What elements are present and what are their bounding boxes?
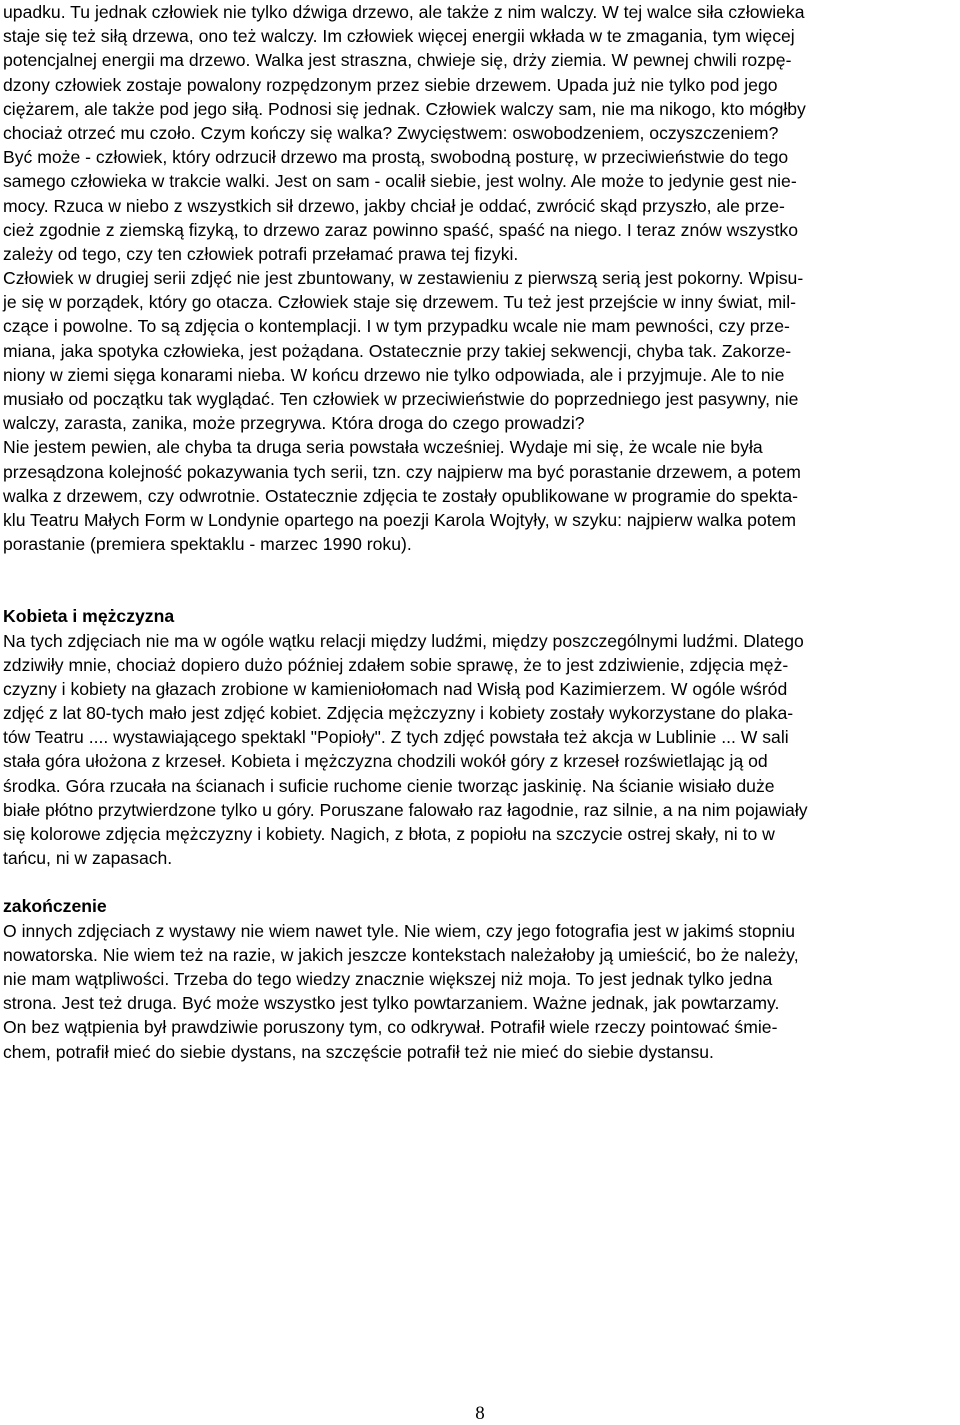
text-line: upadku. Tu jednak człowiek nie tylko dźwiga drzewo, ale także z nim walczy. W tej walce siła człowieka bbox=[3, 2, 805, 22]
text-line: samego człowieka w trakcie walki. Jest on sam - ocalił siebie, jest wolny. Ale może to jedynie gest nie- bbox=[3, 171, 797, 192]
text-line: czyzny i kobiety na głazach zrobione w kamieniołomach nad Wisłą pod Kazimierzem. W ogóle wśród bbox=[3, 678, 788, 699]
paragraph-contemplation bbox=[3, 266, 958, 435]
text-line: je się w porządek, który go otacza. Człowiek staje się drzewem. Tu też jest przejście w inny świat, mil- bbox=[3, 292, 796, 313]
text-line: porastanie (premiera spektaklu - marzec 1990 roku). bbox=[3, 534, 412, 555]
text-line: przesądzona kolejność pokazywania tych serii, tzn. czy najpierw ma być porastanie drzewem, a potem bbox=[3, 461, 801, 482]
text-line: musiało od początku tak wyglądać. Ten człowiek w przeciwieństwie do poprzedniego jest pasywny, nie bbox=[3, 389, 799, 409]
text-line: klu Teatru Małych Form w Londynie opartego na poezji Karola Wojtyły, w szyku: najpierw walka potem bbox=[3, 509, 797, 530]
section-heading: zakończenie bbox=[3, 896, 107, 917]
text-line: niony w ziemi sięga konarami nieba. W końcu drzewo nie tylko odpowiada, ale i przyjmuje. Ale to nie bbox=[3, 364, 785, 385]
text-line: zdziwiły mnie, chociaż dopiero dużo później zdałem sobie sprawę, że to jest zdziwienie, zdjęcia męż- bbox=[3, 654, 789, 675]
text-line: zależy od tego, czy ten człowiek potrafi przełamać prawa tej fizyki. bbox=[3, 243, 519, 264]
spacer bbox=[3, 870, 958, 894]
text-line: cież zgodnie z ziemską fizyką, to drzewo zaraz powinno spaść, spaść na niego. I teraz znów wszystko bbox=[3, 219, 799, 240]
text-line: tańcu, ni w zapasach. bbox=[3, 848, 173, 869]
text-line: chociaż otrzeć mu czoło. Czym kończy się walka? Zwycięstwem: oswobodzeniem, oczyszczeniem? bbox=[3, 122, 779, 143]
text-line: walka z drzewem, czy odwrotnie. Ostatecznie zdjęcia te zostały opublikowane w programie do spekta- bbox=[3, 485, 799, 506]
text-line: nowatorska. Nie wiem też na razie, w jakich jeszcze kontekstach należałoby ją umieścić, bo że należy, bbox=[3, 944, 799, 965]
text-line: staje się też siłą drzewa, ono też walczy. Im człowiek więcej energii wkłada w te zmagania, tym więcej bbox=[3, 26, 795, 47]
text-line: Być może - człowiek, który odrzucił drzewo ma prostą, swobodną posturę, w przeciwieństwie do tego bbox=[3, 147, 789, 168]
text-line: mocy. Rzuca w niebo z wszystkich sił drzewo, jakby chciał je oddać, zwrócić skąd przyszło, ale prze- bbox=[3, 195, 785, 216]
text-line: białe płótno przytwierdzone tylko u góry. Poruszane falowało raz łagodnie, raz silnie, a na nim pojawiały bbox=[3, 799, 808, 820]
document-page bbox=[3, 0, 958, 1064]
text-line: Nie jestem pewien, ale chyba ta druga seria powstała wcześniej. Wydaje mi się, że wcale nie była bbox=[3, 437, 763, 458]
page-number: 8 bbox=[475, 1403, 485, 1424]
paragraph-series-order bbox=[3, 435, 958, 556]
spacer bbox=[3, 556, 958, 604]
text-line: nie mam wątpliwości. Trzeba do tego wiedzy znacznie większej niż moja. To jest jednak tylko jedna bbox=[3, 968, 773, 989]
text-line: stała góra ułożona z krzeseł. Kobieta i mężczyzna chodzili wokół góry z krzeseł rozświetlając ją od bbox=[3, 751, 768, 772]
text-line: czące i powolne. To są zdjęcia o kontemplacji. I w tym przypadku wcale nie mam pewności, czy prze- bbox=[3, 316, 790, 337]
text-line: On bez wątpienia był prawdziwie poruszony tym, co odkrywał. Potrafił wiele rzeczy pointować śmie- bbox=[3, 1017, 778, 1038]
text-line: się kolorowe zdjęcia mężczyzny i kobiety. Nagich, z błota, z popiołu na szczycie ostrej skały, ni to w bbox=[3, 824, 775, 844]
text-line: chem, potrafił mieć do siebie dystans, na szczęście potrafił też nie mieć do siebie dystansu. bbox=[3, 1041, 714, 1062]
text-line: potencjalnej energii ma drzewo. Walka jest straszna, chwieje się, drży ziemia. W pewnej chwili rozpę- bbox=[3, 50, 792, 71]
text-line: dzony człowiek zostaje powalony rozpędzonym przez siebie drzewem. Upada już nie tylko pod jego bbox=[3, 74, 778, 95]
text-line: zdjęć z lat 80-tych mało jest zdjęć kobiet. Zdjęcia mężczyzny i kobiety zostały wykorzystane do plaka- bbox=[3, 703, 794, 724]
text-line: miana, jaka spotyka człowieka, jest pożądana. Ostatecznie przy takiej sekwencji, chyba tak. Zakorze- bbox=[3, 340, 792, 361]
section-conclusion bbox=[3, 894, 958, 1063]
text-line: Człowiek w drugiej serii zdjęć nie jest zbuntowany, w zestawieniu z pierwszą serią jest pokorny. Wpisu- bbox=[3, 268, 804, 289]
text-line: środka. Góra rzucała na ścianach i suficie ruchome cienie tworząc jaskinię. Na ścianie wisiało duże bbox=[3, 775, 775, 796]
text-line: ciężarem, ale także pod jego siłą. Podnosi się jednak. Człowiek walczy sam, nie ma nikogo, kto mógłby bbox=[3, 98, 806, 119]
text-line: Na tych zdjęciach nie ma w ogóle wątku relacji między ludźmi, między poszczególnymi ludźmi. Dlatego bbox=[3, 630, 804, 651]
section-heading: Kobieta i mężczyzna bbox=[3, 606, 175, 627]
text-line: tów Teatru .... wystawiającego spektakl "Popioły". Z tych zdjęć powstała też akcja w Lublinie ... W sali bbox=[3, 727, 789, 748]
section-woman-and-man bbox=[3, 604, 958, 870]
text-line: walczy, zarasta, zanika, może przegrywa. Która droga do czego prowadzi? bbox=[3, 413, 585, 434]
paragraph-struggle bbox=[3, 0, 958, 266]
text-line: O innych zdjęciach z wystawy nie wiem nawet tyle. Nie wiem, czy jego fotografia jest w jakimś stopniu bbox=[3, 920, 796, 941]
text-line: strona. Jest też druga. Być może wszystko jest tylko powtarzaniem. Ważne jednak, jak powtarzamy. bbox=[3, 993, 780, 1014]
